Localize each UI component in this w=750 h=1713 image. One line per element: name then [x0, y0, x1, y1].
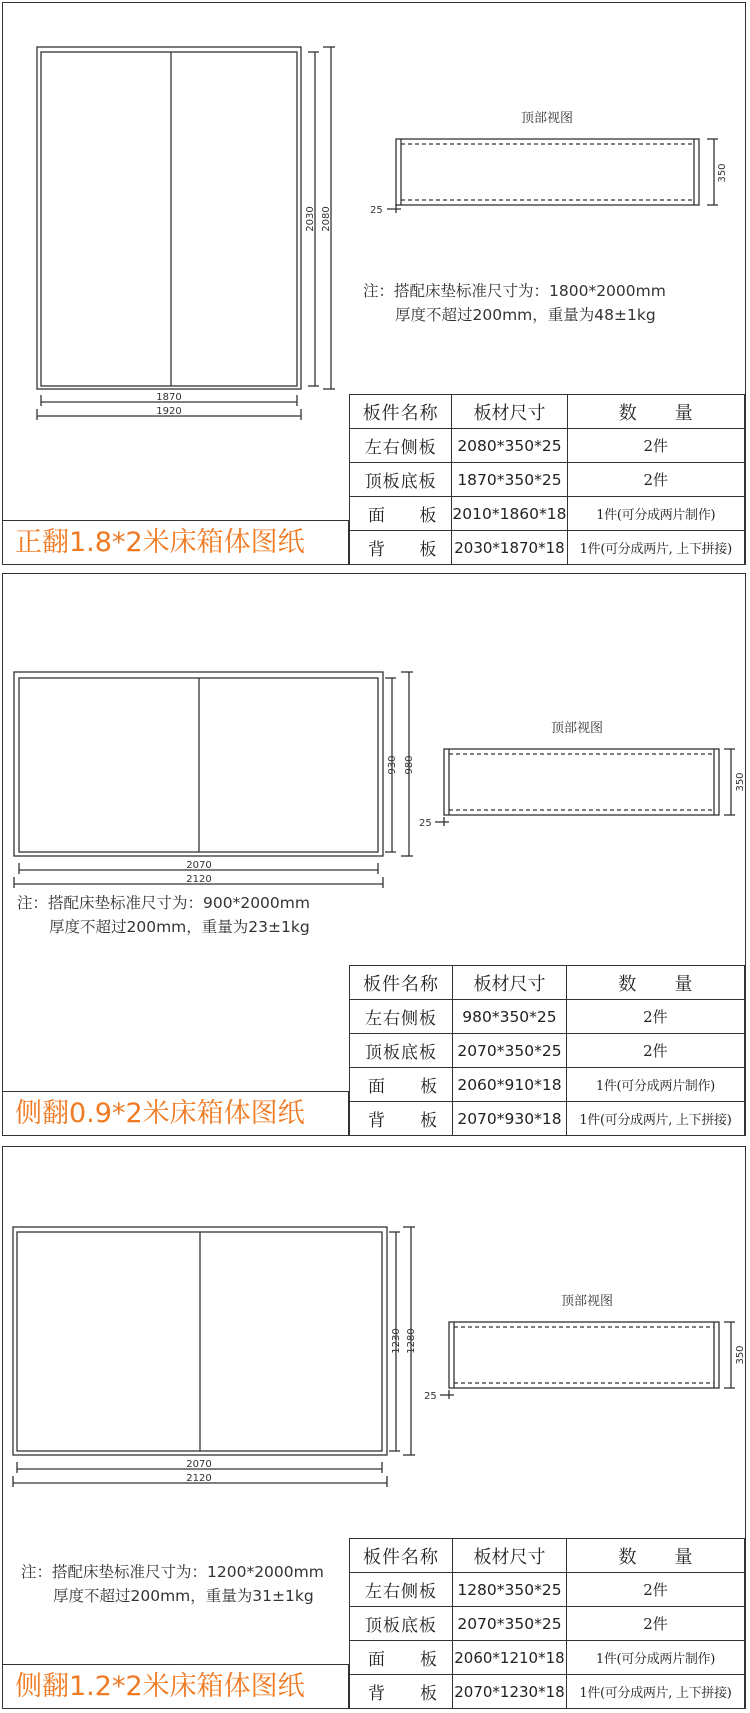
board-size: 2070*350*25: [453, 1607, 567, 1641]
header-part-name: 板件名称: [350, 395, 452, 429]
header-quantity: 数量: [566, 1539, 744, 1573]
part-name: 面板: [350, 497, 452, 531]
board-size: 2060*910*18: [453, 1068, 567, 1102]
table-row: [350, 1102, 745, 1136]
header-board-size: 板材尺寸: [452, 395, 567, 429]
drawing-sheet-2: [2, 573, 746, 1136]
table-header-row: [350, 966, 745, 1000]
dim-inner-width: 2070: [186, 1459, 212, 1470]
dim-inner-width: 2070: [186, 860, 212, 871]
table-row: [350, 1000, 745, 1034]
top-view-drawing: [424, 1322, 746, 1402]
part-name: 背板: [350, 531, 452, 565]
part-quantity: 2件: [566, 1607, 744, 1641]
dim-depth: 350: [735, 1345, 746, 1365]
board-size: 980*350*25: [453, 1000, 567, 1034]
header-quantity: 数量: [567, 395, 744, 429]
dim-outer-width: 1920: [156, 406, 182, 417]
table-header-row: [350, 395, 745, 429]
top-view-label: 顶部视图: [521, 111, 574, 126]
drawing-sheet-3: [2, 1146, 746, 1709]
spec-note: [17, 891, 310, 939]
part-quantity: 2件: [566, 1000, 744, 1034]
board-size: 2070*930*18: [453, 1102, 567, 1136]
table-header-row: [350, 1539, 745, 1573]
table-row: [350, 497, 745, 531]
spec-note-line2: 厚度不超过200mm，重量为48±1kg: [395, 306, 656, 324]
drawing-sheet-1: [2, 2, 746, 565]
board-size: 2070*1230*18: [453, 1675, 567, 1709]
part-name: 面板: [350, 1068, 453, 1102]
spec-note-line1: 注：搭配床垫标准尺寸为：1800*2000mm: [363, 282, 666, 300]
parts-table: [349, 1538, 745, 1709]
dim-outer-height: 1280: [406, 1328, 417, 1354]
part-quantity: 2件: [566, 1573, 744, 1607]
board-size: 2080*350*25: [452, 429, 567, 463]
part-quantity: 2件: [566, 1034, 744, 1068]
part-name: 左右侧板: [350, 1000, 453, 1034]
part-quantity: 1件(可分成两片, 上下拼接): [567, 531, 744, 565]
table-row: [350, 1641, 745, 1675]
part-quantity: 1件(可分成两片制作): [567, 497, 744, 531]
parts-table: [349, 965, 745, 1136]
table-row: [350, 1675, 745, 1709]
parts-table: [349, 394, 745, 565]
part-name: 顶板底板: [350, 463, 452, 497]
part-name: 左右侧板: [350, 429, 452, 463]
dim-inner-width: 1870: [156, 392, 182, 403]
part-name: 背板: [350, 1102, 453, 1136]
dim-depth: 350: [735, 772, 746, 792]
spec-note-line1: 注：搭配床垫标准尺寸为：900*2000mm: [17, 894, 310, 912]
part-name: 面板: [350, 1641, 453, 1675]
dim-thickness: 25: [424, 1391, 437, 1402]
header-part-name: 板件名称: [350, 966, 453, 1000]
sheet-title: 正翻1.8*2米床箱体图纸: [3, 520, 349, 565]
dim-inner-height: 1230: [391, 1328, 402, 1354]
header-board-size: 板材尺寸: [453, 966, 567, 1000]
dim-thickness: 25: [370, 205, 383, 216]
sheet-title: 侧翻1.2*2米床箱体图纸: [3, 1664, 349, 1709]
table-row: [350, 1573, 745, 1607]
top-view-label: 顶部视图: [561, 1294, 614, 1309]
top-view-drawing: [419, 749, 746, 829]
cabinet-outer-frame: [37, 47, 301, 389]
part-name: 顶板底板: [350, 1034, 453, 1068]
top-view-drawing: [370, 139, 728, 216]
table-row: [350, 429, 745, 463]
dim-outer-height: 980: [404, 755, 415, 775]
dim-depth: 350: [717, 163, 728, 183]
part-name: 背板: [350, 1675, 453, 1709]
cabinet-inner-frame: [41, 52, 297, 386]
board-size: 2010*1860*18: [452, 497, 567, 531]
part-quantity: 1件(可分成两片, 上下拼接): [566, 1675, 744, 1709]
part-quantity: 1件(可分成两片制作): [566, 1068, 744, 1102]
dim-outer-width: 2120: [186, 1473, 212, 1484]
sheet-title: 侧翻0.9*2米床箱体图纸: [3, 1091, 349, 1136]
part-name: 顶板底板: [350, 1607, 453, 1641]
table-row: [350, 1068, 745, 1102]
board-size: 2070*350*25: [453, 1034, 567, 1068]
spec-note-line1: 注：搭配床垫标准尺寸为：1200*2000mm: [21, 1563, 324, 1581]
part-quantity: 1件(可分成两片, 上下拼接): [566, 1102, 744, 1136]
spec-note-line2: 厚度不超过200mm，重量为31±1kg: [53, 1587, 314, 1605]
board-size: 1280*350*25: [453, 1573, 567, 1607]
header-quantity: 数量: [566, 966, 744, 1000]
spec-note-line2: 厚度不超过200mm，重量为23±1kg: [49, 918, 310, 936]
dim-outer-width: 2120: [186, 874, 212, 885]
dim-thickness: 25: [419, 818, 432, 829]
table-row: [350, 463, 745, 497]
dim-inner-height: 930: [387, 755, 398, 775]
table-row: [350, 531, 745, 565]
dim-outer-height: 2080: [321, 206, 332, 232]
table-row: [350, 1034, 745, 1068]
part-quantity: 2件: [567, 429, 744, 463]
board-size: 2030*1870*18: [452, 531, 567, 565]
top-view-label: 顶部视图: [551, 721, 604, 736]
header-part-name: 板件名称: [350, 1539, 453, 1573]
header-board-size: 板材尺寸: [453, 1539, 567, 1573]
part-quantity: 1件(可分成两片制作): [566, 1641, 744, 1675]
table-row: [350, 1607, 745, 1641]
part-quantity: 2件: [567, 463, 744, 497]
dim-inner-height: 2030: [305, 206, 316, 232]
board-size: 2060*1210*18: [453, 1641, 567, 1675]
spec-note: [363, 279, 666, 327]
spec-note: [21, 1560, 324, 1608]
part-name: 左右侧板: [350, 1573, 453, 1607]
board-size: 1870*350*25: [452, 463, 567, 497]
